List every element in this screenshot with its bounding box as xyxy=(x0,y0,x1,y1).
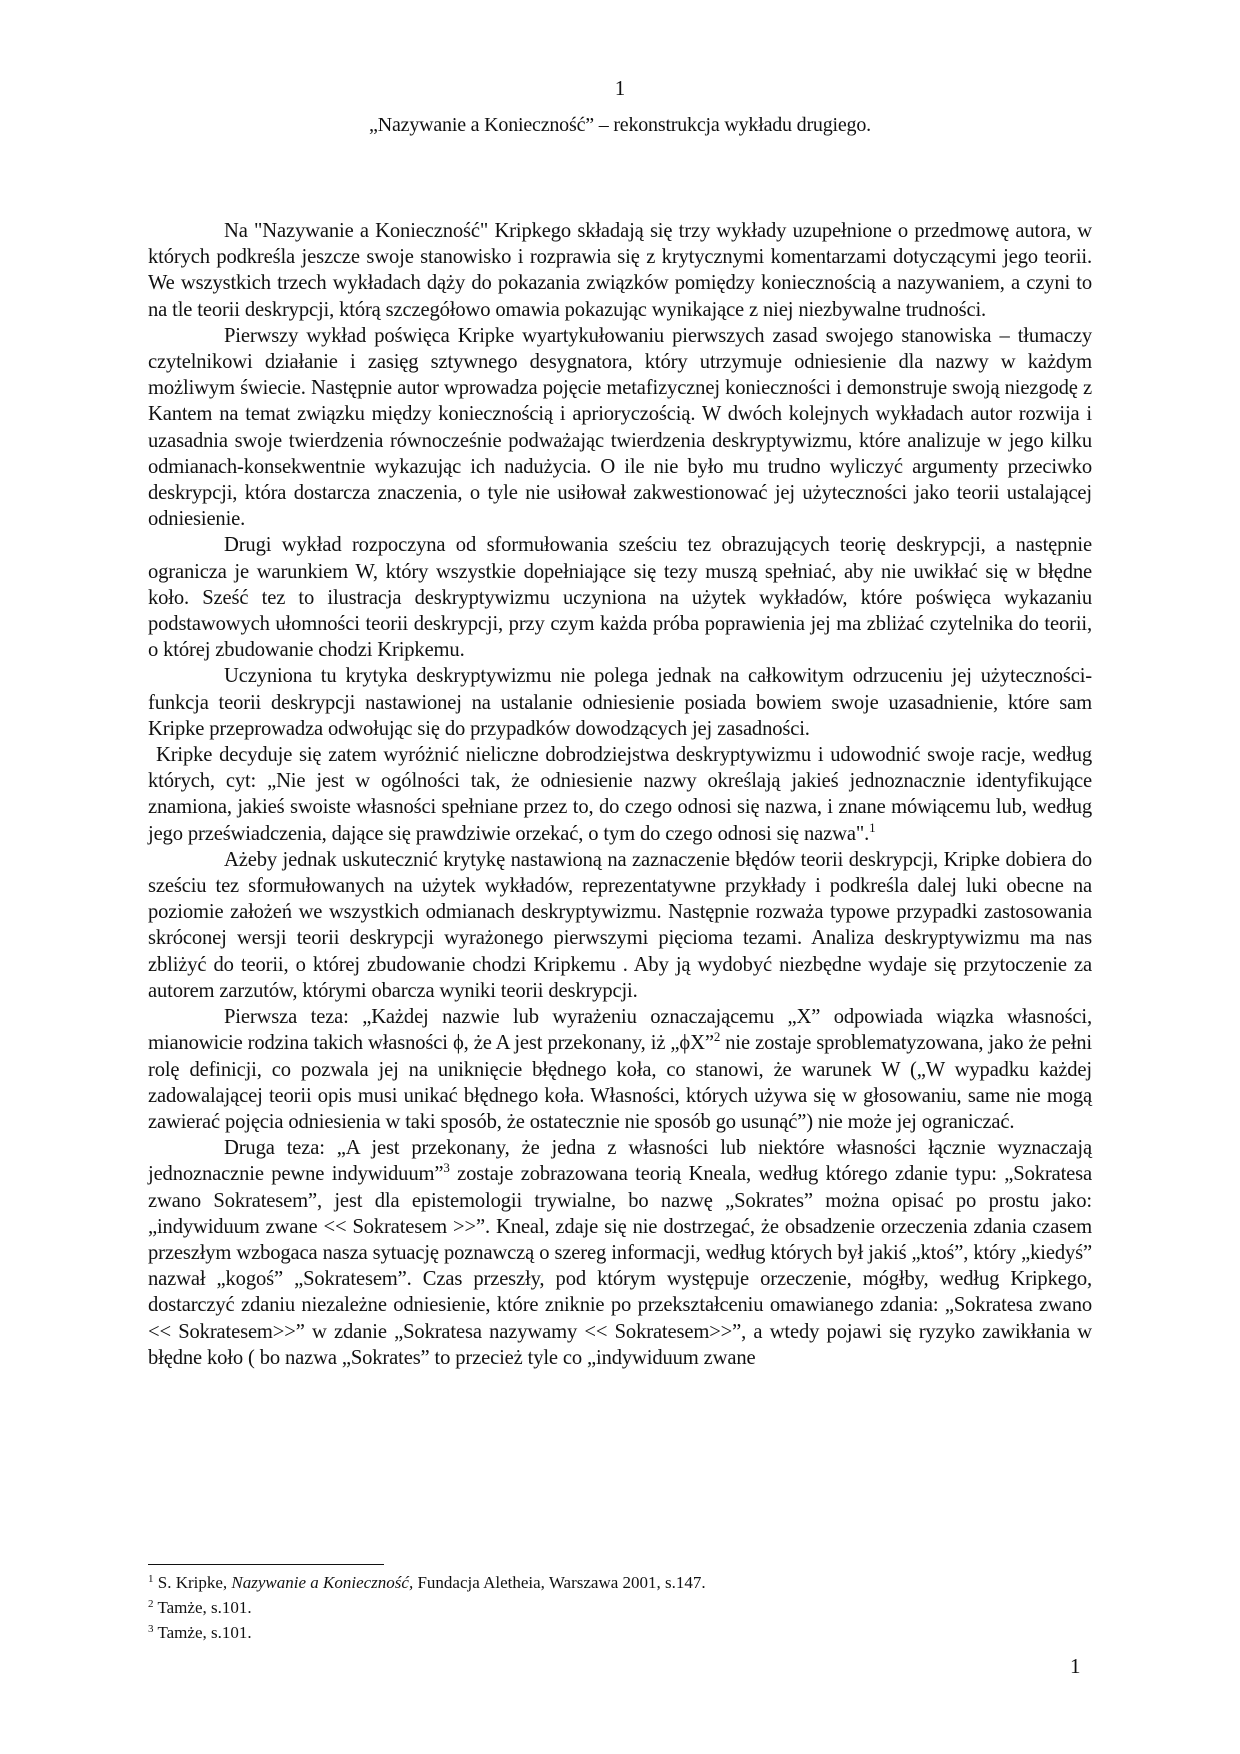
body-text xyxy=(148,218,1092,1371)
paragraph-4: Uczyniona tu krytyka deskryptywizmu nie polega jednak na całkowitym odrzuceniu jej użyteczności- funkcja teorii deskrypcji nastawionej na ustalanie odniesienie posiada bowiem swoje uzasadnienie, które sam Kripke przeprowadza odwołując się do przypadków dowodzących jej zasadności. xyxy=(148,665,1092,740)
footnote-ref-2[interactable]: 2 xyxy=(713,1029,721,1045)
footnote-3 xyxy=(148,1620,1092,1645)
paragraph-5 xyxy=(148,742,1092,847)
footnote-1-title: Nazywanie a Konieczność, xyxy=(231,1573,414,1592)
footnotes xyxy=(148,1570,1092,1645)
paragraph-1: Na "Nazywanie a Konieczność" Kripkego składają się trzy wykłady uzupełnione o przedmowę autora, w których podkreśla jeszcze swoje stanowisko i rozprawia się z krytycznymi komentarzami dotyczącymi jego teorii. We wszystkich trzech wykładach dąży do pokazania związków pomiędzy koniecznością a nazywaniem, a czyni to na tle teorii deskrypcji, którą szczegółowo omawia pokazując wynikające z niej niezbywalne trudności. xyxy=(148,220,1092,321)
footnote-1 xyxy=(148,1570,1092,1595)
footnote-3-text: Tamże, s.101. xyxy=(153,1623,252,1642)
paragraph-3: Drugi wykład rozpoczyna od sformułowania sześciu tez obrazujących teorię deskrypcji, a następnie ogranicza je warunkiem W, który wszystkie dopełniające się tezy muszą spełniać, aby nie uwikłać się w błędne koło. Sześć tez to ilustracja deskryptywizmu uczyniona na użytek wykładów, które poświęca wykazaniu podstawowych ułomności teorii deskrypcji, przy czym każda próba poprawienia jej ma zbliżać czytelnika do teorii, o której zbudowanie chodzi Kripkemu. xyxy=(148,534,1092,662)
footnote-2-text: Tamże, s.101. xyxy=(153,1598,252,1617)
page-title: „Nazywanie a Konieczność” – rekonstrukcja wykładu drugiego. xyxy=(369,114,871,136)
paragraph-6: Ażeby jednak uskutecznić krytykę nastawioną na zaznaczenie błędów teorii deskrypcji, Kripke dobiera do sześciu tez sformułowanych na użytek wykładów, reprezentatywne przykłady i podkreśla dalej luki obecne na poziomie założeń we wszystkich odmianach deskryptywizmu. Następnie rozważa typowe przypadki zastosowania skróconej wersji teorii deskrypcji wyrażonego pierwszymi pięcioma tezami. Analiza deskryptywizmu ma nas zbliżyć do teorii, o której zbudowanie chodzi Kripkemu . Aby ją wydobyć niezbędne wydaje się przytoczenie za autorem zarzutów, którymi obarcza wyniki teorii deskrypcji. xyxy=(148,848,1092,1002)
paragraph-2: Pierwszy wykład poświęca Kripke wyartykułowaniu pierwszych zasad swojego stanowiska – tłumaczy czytelnikowi działanie i zasięg sztywnego desygnatora, który utrzymuje odniesienie dla nazwy w każdym możliwym świecie. Następnie autor wprowadza pojęcie metafizycznej konieczności i demonstruje swoją niezgodę z Kantem na temat związku między koniecznością i aprioryczością. W dwóch kolejnych wykładach autor rozwija i uzasadnia swoje twierdzenia równocześnie podważając twierdzenia deskryptywizmu, które analizuje w jego kilku odmianach-konsekwentnie wykazując ich nadużycia. O ile nie było mu trudno wyliczyć argumenty przeciwko deskrypcji, która dostarcza znaczenia, o tyle nie usiłował zakwestionować jej użyteczności jako teorii ustalającej odniesienie. xyxy=(148,324,1092,531)
footnote-1-pre: S. Kripke, xyxy=(153,1573,232,1592)
footnote-ref-1[interactable]: 1 xyxy=(869,819,876,835)
footnote-mark-2: 2 xyxy=(148,1598,154,1610)
paragraph-8-text-a: Druga teza: „A jest przekonany, że jedna z własności lub niektóre własności łącznie wyznaczają jednoznacznie pewne indywiduum” xyxy=(148,1137,1092,1186)
footnote-1-post: Fundacja Aletheia, Warszawa 2001, s.147. xyxy=(413,1573,706,1592)
footnote-separator xyxy=(148,1564,384,1565)
paragraph-7 xyxy=(148,1004,1092,1135)
paragraph-7-text-b: nie zostaje sproblematyzowana, jako że pełni rolę definicji, co pozwala jej na uniknięcie błędnego koła, co stanowi, że warunek W („W wypadku każdej zadowalającej teorii opis musi unikać błędnego koła. Własności, których używa się w głosowaniu, same nie mogą zawierać pojęcia odniesienia w taki sposób, że ostatecznie nie sposób go usunąć”) nie może jej ograniczać. xyxy=(148,1032,1092,1133)
footnote-mark-3: 3 xyxy=(148,1623,154,1635)
paragraph-8 xyxy=(148,1135,1092,1371)
footnote-2 xyxy=(148,1595,1092,1620)
paragraph-5-text: Kripke decyduje się zatem wyróżnić nieliczne dobrodziejstwa deskryptywizmu i udowodnić swoje racje, według których, cyt: „Nie jest w ogólności tak, że odniesienie nazwy określają jakieś jednoznacznie identyfikujące znamiona, jakieś swoiste własności spełniane przez to, do czego odnosi się nazwa, i znane mówiącemu lub, według jego przeświadczenia, dające się prawdziwie orzekać, o tym do czego odnosi się nazwa". xyxy=(148,744,1092,845)
paragraph-8-text-b: zostaje zobrazowana teorią Kneala, według którego zdanie typu: „Sokratesa zwano Sokratesem”, jest dla epistemologii trywialne, bo nazwę „Sokrates” można opisać po prostu jako: „indywiduum zwane << Sokratesem >>”. Kneal, zdaje się nie dostrzegać, że obsadzenie orzeczenia zdania czasem przeszłym wzbogaca nasza sytuację poznawczą o szereg informacji, według których był jakiś „ktoś”, który „kiedyś” nazwał „kogoś” „Sokratesem”. Czas przeszły, pod którym występuje orzeczenie, mógłby, według Kripkego, dostarczyć zdaniu niezależne odniesienie, które zniknie po przekształceniu omawianego zdania: „Sokratesa zwano << Sokratesem>>” w zdanie „Sokratesa nazywamy << Sokratesem>>”, a wtedy pojawi się ryzyko zawikłania w błędne koło ( bo nazwa „Sokrates” to przecież tyle co „indywiduum zwane xyxy=(148,1163,1092,1369)
footnote-mark-1: 1 xyxy=(148,1573,154,1585)
paragraph-7-text-a: Pierwsza teza: „Każdej nazwie lub wyrażeniu oznaczającemu „X” odpowiada wiązka własności, mianowicie rodzina takich własności ϕ, że A jest przekonany, iż „ϕX” xyxy=(148,1006,1092,1055)
footer-page-number: 1 xyxy=(1070,1654,1081,1678)
header-page-number: 1 xyxy=(614,76,626,100)
footnote-ref-3[interactable]: 3 xyxy=(443,1160,450,1176)
